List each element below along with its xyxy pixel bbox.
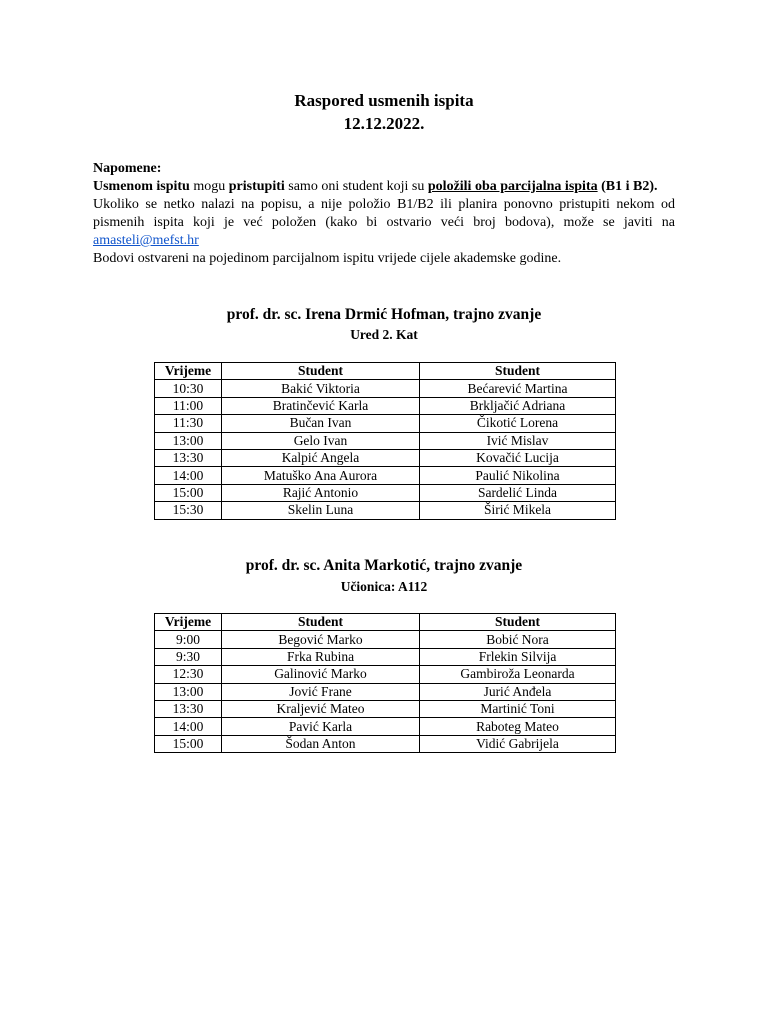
cell-student-1: Rajić Antonio [222,484,420,501]
table-row [155,666,616,683]
section-2-location: Učionica: A112 [340,579,428,594]
section-1-location: Ured 2. Kat [350,327,418,342]
cell-time: 14:00 [155,718,222,735]
notes-bold-oral-exam: Usmenom ispitu [93,179,190,194]
table-row [155,718,616,735]
header-student-1: Student [222,363,420,380]
cell-student-2: Gambiroža Leonarda [420,666,616,683]
cell-student-1: Galinović Marko [222,666,420,683]
header-student-1: Student [222,614,420,631]
notes-text: Ukoliko se netko nalazi na popisu, a nije položio B1/B2 ili planira ponovno pristupiti nekom od pismenih ispita koji je već položen (kako bi ostvario veći broj bodova), može se javiti na [93,197,675,230]
cell-time: 11:00 [155,397,222,414]
cell-student-2: Frlekin Silvija [420,648,616,665]
cell-student-1: Skelin Luna [222,502,420,519]
table-header-row [155,614,616,631]
cell-student-1: Jović Frane [222,683,420,700]
cell-student-1: Bakić Viktoria [222,380,420,397]
cell-time: 9:30 [155,648,222,665]
cell-time: 12:30 [155,666,222,683]
header-time: Vrijeme [155,363,222,380]
document-title-block [0,89,768,135]
notes-paragraph-3: Bodovi ostvareni na pojedinom parcijalnom ispitu vrijede cijele akademske godine. [93,251,562,266]
notes-bold-b1-b2: (B1 i B2). [597,179,658,194]
cell-time: 9:00 [155,631,222,648]
schedule-table-1 [154,362,616,520]
notes-bold-access: pristupiti [228,179,285,194]
header-student-2: Student [420,614,616,631]
cell-time: 15:00 [155,735,222,752]
cell-time: 15:30 [155,502,222,519]
cell-student-1: Matuško Ana Aurora [222,467,420,484]
cell-student-2: Ivić Mislav [420,432,616,449]
cell-time: 10:30 [155,380,222,397]
notes-text: mogu [189,179,229,194]
table-row [155,484,616,501]
cell-student-2: Vidić Gabrijela [420,735,616,752]
header-student-2: Student [420,363,616,380]
cell-student-1: Frka Rubina [222,648,420,665]
schedule-table-2 [154,613,616,753]
cell-time: 15:00 [155,484,222,501]
notes-paragraph-1 [93,178,675,196]
cell-student-2: Paulić Nikolina [420,467,616,484]
section-1-professor: prof. dr. sc. Irena Drmić Hofman, trajno zvanje [226,306,542,323]
notes-text: samo oni student koji su [284,179,428,194]
table-row [155,700,616,717]
cell-time: 13:00 [155,432,222,449]
table-row [155,397,616,414]
table-row [155,631,616,648]
table-row [155,415,616,432]
notes-bold-underline-passed: položili oba parcijalna ispita [427,179,598,194]
cell-student-2: Bećarević Martina [420,380,616,397]
cell-student-2: Čikotić Lorena [420,415,616,432]
cell-student-1: Bratinčević Karla [222,397,420,414]
header-time: Vrijeme [155,614,222,631]
table-row [155,502,616,519]
cell-student-1: Gelo Ivan [222,432,420,449]
notes-heading: Napomene: [93,161,162,176]
cell-student-1: Kraljević Mateo [222,700,420,717]
document-date: 12.12.2022. [343,114,425,133]
document-title: Raspored usmenih ispita [294,91,474,110]
cell-student-2: Kovačić Lucija [420,449,616,466]
cell-student-1: Pavić Karla [222,718,420,735]
notes-section [93,160,675,268]
cell-student-1: Begović Marko [222,631,420,648]
cell-time: 14:00 [155,467,222,484]
cell-student-2: Širić Mikela [420,502,616,519]
cell-student-2: Raboteg Mateo [420,718,616,735]
cell-student-2: Jurić Anđela [420,683,616,700]
cell-time: 13:30 [155,449,222,466]
cell-student-2: Bobić Nora [420,631,616,648]
cell-student-1: Kalpić Angela [222,449,420,466]
table-header-row [155,363,616,380]
cell-student-2: Brkljačić Adriana [420,397,616,414]
notes-paragraph-2 [93,196,675,250]
table-row [155,432,616,449]
cell-student-2: Martinić Toni [420,700,616,717]
cell-student-1: Bučan Ivan [222,415,420,432]
table-row [155,380,616,397]
table-row [155,648,616,665]
cell-time: 11:30 [155,415,222,432]
table-row [155,467,616,484]
section-2-professor: prof. dr. sc. Anita Markotić, trajno zvanje [245,557,523,574]
cell-time: 13:00 [155,683,222,700]
email-link[interactable]: amasteli@mefst.hr [93,233,199,248]
cell-time: 13:30 [155,700,222,717]
table-row [155,683,616,700]
table-row [155,449,616,466]
table-row [155,735,616,752]
cell-student-2: Sardelić Linda [420,484,616,501]
cell-student-1: Šodan Anton [222,735,420,752]
